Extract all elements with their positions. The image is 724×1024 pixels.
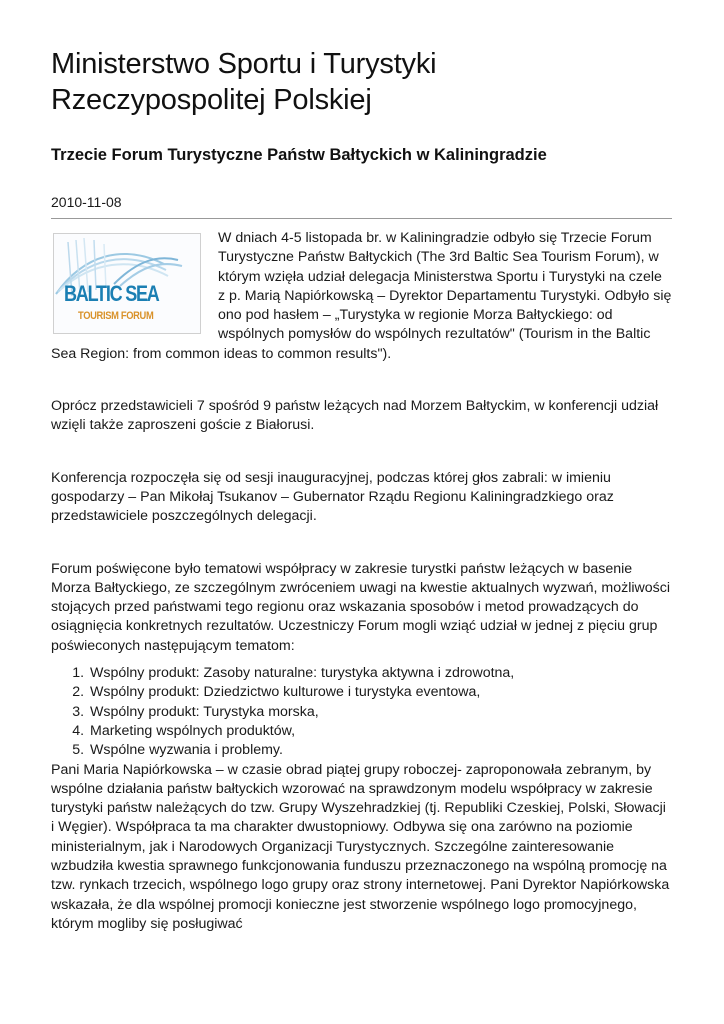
paragraph-intro: W dniach 4-5 listopada br. w Kaliningradzie odbyło się Trzecie Forum Turystyczne Państw Bałtyckich (The 3rd Baltic Sea Tourism Forum), w którym wzięła udział delegacja Ministerstwa Sportu i Turystyki na czele z p. Marią Napiórkowską – Dyrektor Departamentu Turystyki. Odbyło się ono pod hasłem – „Turystyka w regionie Morza Bałtyckiego: od wspólnych pomysłów do wspólnych rezultatów" (Tourism in the Baltic Sea Region: from common ideas to common results"). bbox=[51, 230, 672, 362]
site-title-line2: Rzeczypospolitej Polskiej bbox=[51, 84, 372, 116]
logo-text-sub: TOURISM FORUM bbox=[78, 310, 154, 322]
site-title-line1: Ministerstwo Sportu i Turystyki bbox=[51, 48, 437, 80]
baltic-sea-tourism-forum-logo bbox=[53, 233, 201, 334]
site-title bbox=[51, 0, 672, 118]
list-item: 1. Wspólny produkt: Zasoby naturalne: turystyka aktywna i zdrowotna, bbox=[88, 664, 672, 683]
list-item: 4. Marketing wspólnych produktów, bbox=[88, 722, 672, 741]
document-page bbox=[51, 0, 672, 934]
article-title: Trzecie Forum Turystyczne Państw Bałtyckich w Kaliningradzie bbox=[51, 146, 547, 164]
paragraph-forum-topics: Forum poświęcone było tematowi współpracy w zakresie turystki państw leżących w basenie Morza Bałtyckiego, ze szczególnym zwróceniem uwagi na kwestie aktualnych wyzwań, możliwości stojących przed państwami tego regionu oraz wskazania sposobów i metod prowadzących do osiągnięcia konkretnych rezultatów. Uczestniczy Forum mogli wziąć udział w jednej z pięciu grup poświeconych następującym tematom: bbox=[51, 560, 670, 654]
intro-block bbox=[51, 229, 672, 364]
topics-list bbox=[51, 664, 672, 760]
article-date: 2010-11-08 bbox=[51, 194, 122, 210]
list-item: 3. Wspólny produkt: Turystyka morska, bbox=[88, 703, 672, 722]
divider bbox=[51, 218, 672, 219]
paragraph-participants: Oprócz przedstawicieli 7 spośród 9 państw leżących nad Morzem Bałtyckim, w konferencji udział wzięli także zaproszeni goście z Białorusi. bbox=[51, 398, 659, 434]
list-item: 2. Wspólny produkt: Dziedzictwo kulturowe i turystyka eventowa, bbox=[88, 683, 672, 702]
paragraph-inauguration: Konferencja rozpoczęła się od sesji inauguracyjnej, podczas której głos zabrali: w imieniu gospodarzy – Pan Mikołaj Tsukanov – Gubernator Rządu Regionu Kaliningradzkiego oraz przedstawiciele poszczególnych delegacji. bbox=[51, 469, 614, 525]
list-item: 5. Wspólne wyzwania i problemy. bbox=[88, 741, 672, 760]
article-body bbox=[51, 229, 672, 934]
paragraph-proposal: Pani Maria Napiórkowska – w czasie obrad piątej grupy roboczej- zaproponowała zebranym, by wspólne działania państw bałtyckich wzorować na sprawdzonym modelu współpracy w zakresie turystyki państw należących do tzw. Grupy Wyszehradzkiej (tj. Republiki Czeskiej, Polski, Słowacji i Węgier). Współpraca ta ma charakter dwustopniowy. Odbywa się ona zarówno na poziomie ministerialnym, jak i Narodowych Organizacji Turystycznych. Szczególne zainteresowanie wzbudziła kwestia sprawnego funkcjonowania funduszu przeznaczonego na wspólną promocję na tzw. rynkach trzecich, wspólnego logo grupy oraz strony internetowej. Pani Dyrektor Napiórkowska wskazała, że dla wspólnej promocji konieczne jest stworzenie wspólnego logo promocyjnego, którym mogliby się posługiwać bbox=[51, 761, 670, 932]
logo-text-main: BALTIC SEA bbox=[64, 281, 159, 306]
